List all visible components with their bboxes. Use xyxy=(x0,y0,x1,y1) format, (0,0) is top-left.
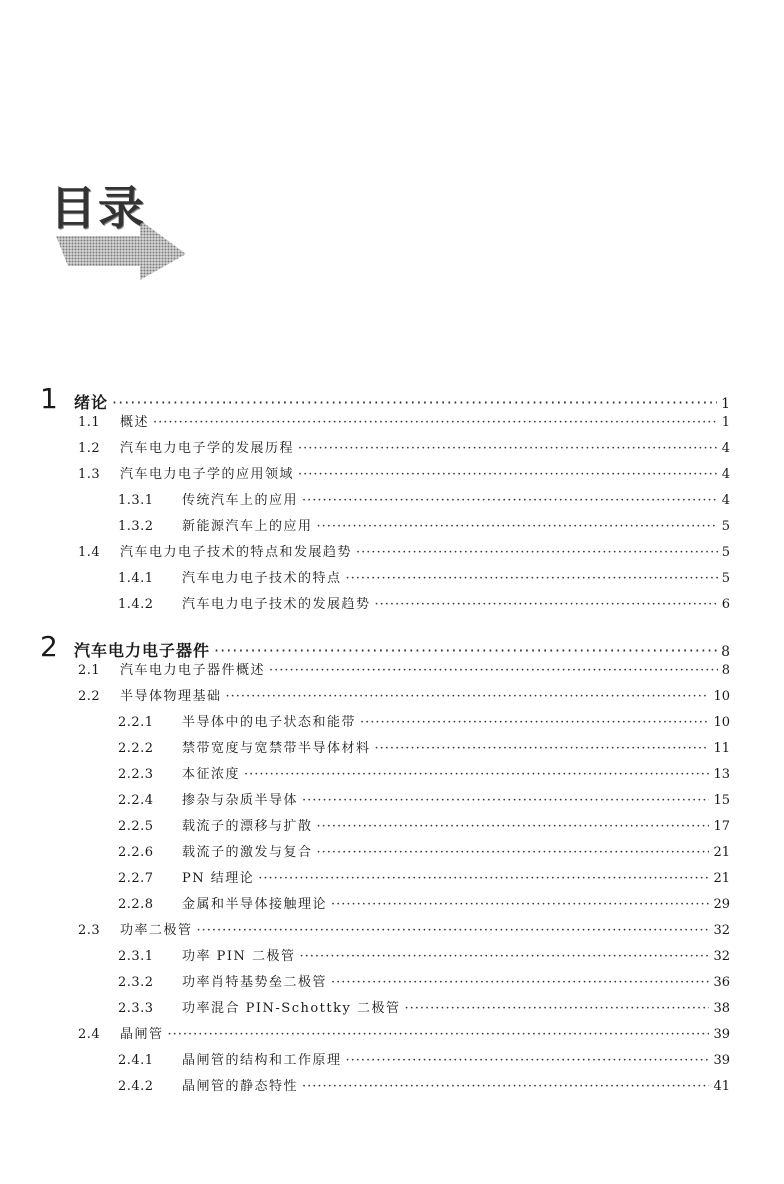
toc-entry-title: 汽车电力电子器件概述 xyxy=(120,663,266,678)
toc-leader-dots xyxy=(168,1027,710,1042)
toc-entry-2-2-8[interactable] xyxy=(118,893,730,912)
toc-entry-number: 2.2.3 xyxy=(118,767,154,782)
toc-entry-number: 1.2 xyxy=(78,441,101,456)
toc-leader-dots xyxy=(356,545,718,560)
toc-entry-number: 2.4 xyxy=(78,1027,101,1042)
toc-entry-1-3-2[interactable] xyxy=(118,515,730,534)
toc-leader-dots xyxy=(302,1079,709,1094)
toc-entry-number: 2.2 xyxy=(78,689,101,704)
toc-entry-number: 1.4.2 xyxy=(118,597,154,612)
toc-entry-number: 2.2.4 xyxy=(118,793,154,808)
page-title: 目录 xyxy=(50,181,146,235)
toc-entry-title: 新能源汽车上的应用 xyxy=(182,519,313,534)
toc-entry-number: 2.3.2 xyxy=(118,975,154,990)
toc-entry-page: 36 xyxy=(713,975,730,990)
toc-leader-dots xyxy=(112,393,717,412)
toc-leader-dots xyxy=(269,663,718,678)
toc-entry-2-3-1[interactable] xyxy=(118,945,730,964)
toc-entry-title: 本征浓度 xyxy=(182,767,241,782)
toc-leader-dots xyxy=(317,519,718,534)
toc-entry-page: 6 xyxy=(721,597,730,612)
toc-leader-dots xyxy=(302,793,709,808)
toc-leader-dots xyxy=(197,923,710,938)
toc-entry-number: 2.2.7 xyxy=(118,871,154,886)
toc-entry-1-2[interactable] xyxy=(78,437,730,456)
toc-entry-title: 概述 xyxy=(120,415,150,430)
toc-entry-2-2-7[interactable] xyxy=(118,867,730,886)
toc-entry-page: 39 xyxy=(713,1027,730,1042)
toc-entry-title: 载流子的漂移与扩散 xyxy=(182,819,313,834)
toc-entry-1-4-2[interactable] xyxy=(118,593,730,612)
toc-entry-page: 1 xyxy=(721,396,730,412)
toc-entry-number: 2.2.1 xyxy=(118,715,154,730)
toc-entry-title: 金属和半导体接触理论 xyxy=(182,897,328,912)
toc-entry-2-4-2[interactable] xyxy=(118,1075,730,1094)
toc-entry-number: 2.3.1 xyxy=(118,949,154,964)
toc-entry-number: 2.2.6 xyxy=(118,845,154,860)
toc-entry-page: 21 xyxy=(713,871,730,886)
toc-entry-page: 1 xyxy=(721,415,730,430)
toc-entry-title: 汽车电力电子器件 xyxy=(74,641,211,660)
toc-entry-page: 32 xyxy=(713,923,730,938)
toc-entry-1-4[interactable] xyxy=(78,541,730,560)
toc-entry-1-3-1[interactable] xyxy=(118,489,730,508)
toc-entry-page: 5 xyxy=(721,571,730,586)
toc-entry-number: 1.1 xyxy=(78,415,101,430)
toc-entry-title: 汽车电力电子技术的发展趋势 xyxy=(182,597,371,612)
toc-leader-dots xyxy=(375,597,718,612)
toc-entry-page: 39 xyxy=(713,1053,730,1068)
toc-entry-2-4-1[interactable] xyxy=(118,1049,730,1068)
toc-entry-2-4[interactable] xyxy=(78,1023,730,1042)
toc-entry-number: 1 xyxy=(40,382,58,415)
toc-entry-1-3[interactable] xyxy=(78,463,730,482)
toc-entry-page: 21 xyxy=(713,845,730,860)
toc-leader-dots xyxy=(214,641,717,660)
toc-entry-number: 2.2.2 xyxy=(118,741,154,756)
toc-leader-dots xyxy=(153,415,718,430)
toc-entry-title: 晶闸管的静态特性 xyxy=(182,1079,299,1094)
toc-entry-title: 功率二极管 xyxy=(120,923,193,938)
toc-entry-number: 1.3.1 xyxy=(118,493,154,508)
toc-entry-page: 4 xyxy=(721,493,730,508)
toc-entry-1-1[interactable] xyxy=(78,411,730,430)
toc-entry-number: 2.3 xyxy=(78,923,101,938)
toc-entry-1-4-1[interactable] xyxy=(118,567,730,586)
toc-entry-title: 功率混合 PIN-Schottky 二极管 xyxy=(182,1001,401,1016)
toc-entry-number: 2.3.3 xyxy=(118,1001,154,1016)
toc-entry-title: 晶闸管 xyxy=(120,1027,164,1042)
toc-leader-dots xyxy=(375,741,710,756)
toc-entry-2-2[interactable] xyxy=(78,685,730,704)
toc-entry-page: 11 xyxy=(713,741,730,756)
toc-entry-title: 汽车电力电子技术的特点 xyxy=(182,571,342,586)
toc-entry-2-2-4[interactable] xyxy=(118,789,730,808)
toc-leader-dots xyxy=(258,871,709,886)
toc-entry-number: 2.4.2 xyxy=(118,1079,154,1094)
toc-leader-dots xyxy=(346,571,718,586)
toc-entry-number: 2.2.5 xyxy=(118,819,154,834)
toc-entry-number: 1.3.2 xyxy=(118,519,154,534)
toc-entry-page: 8 xyxy=(721,663,730,678)
toc-entry-2-2-2[interactable] xyxy=(118,737,730,756)
toc-entry-page: 13 xyxy=(713,767,730,782)
toc-entry-number: 2 xyxy=(40,630,58,663)
toc-leader-dots xyxy=(300,949,710,964)
toc-entry-title: 汽车电力电子技术的特点和发展趋势 xyxy=(120,545,353,560)
toc-leader-dots xyxy=(226,689,710,704)
toc-entry-title: 禁带宽度与宽禁带半导体材料 xyxy=(182,741,371,756)
toc-leader-dots xyxy=(346,1053,710,1068)
toc-entry-title: 汽车电力电子学的发展历程 xyxy=(120,441,295,456)
toc-entry-page: 32 xyxy=(713,949,730,964)
toc-entry-number: 2.1 xyxy=(78,663,101,678)
toc-entry-title: 晶闸管的结构和工作原理 xyxy=(182,1053,342,1068)
toc-entry-page: 10 xyxy=(713,689,730,704)
toc-entry-2-3-2[interactable] xyxy=(118,971,730,990)
toc-entry-title: 掺杂与杂质半导体 xyxy=(182,793,299,808)
toc-entry-page: 41 xyxy=(713,1079,730,1094)
toc-entry-2-3[interactable] xyxy=(78,919,730,938)
toc-leader-dots xyxy=(360,715,709,730)
toc-entry-page: 38 xyxy=(713,1001,730,1016)
toc-entry-page: 8 xyxy=(721,644,730,660)
toc-leader-dots xyxy=(298,441,718,456)
toc-entry-title: 汽车电力电子学的应用领域 xyxy=(120,467,295,482)
toc-entry-title: 功率肖特基势垒二极管 xyxy=(182,975,328,990)
toc-entry-number: 1.4 xyxy=(78,545,101,560)
toc-entry-number: 1.4.1 xyxy=(118,571,154,586)
toc-entry-title: 半导体中的电子状态和能带 xyxy=(182,715,357,730)
toc-leader-dots xyxy=(302,493,718,508)
toc-entry-number: 1.3 xyxy=(78,467,101,482)
toc-entry-2-2-6[interactable] xyxy=(118,841,730,860)
toc-entry-title: 绪论 xyxy=(74,393,109,412)
toc-leader-dots xyxy=(317,845,710,860)
toc-leader-dots xyxy=(317,819,710,834)
toc-entry-page: 29 xyxy=(713,897,730,912)
toc-entry-page: 5 xyxy=(721,545,730,560)
toc-entry-page: 4 xyxy=(721,467,730,482)
toc-entry-title: 半导体物理基础 xyxy=(120,689,222,704)
toc-leader-dots xyxy=(298,467,718,482)
toc-entry-number: 2.2.8 xyxy=(118,897,154,912)
toc-entry-page: 15 xyxy=(713,793,730,808)
toc-entry-title: 功率 PIN 二极管 xyxy=(182,949,296,964)
toc-entry-number: 2.4.1 xyxy=(118,1053,154,1068)
toc-leader-dots xyxy=(244,767,709,782)
toc-leader-dots xyxy=(404,1001,709,1016)
toc-entry-page: 4 xyxy=(721,441,730,456)
toc-entry-title: 载流子的激发与复合 xyxy=(182,845,313,860)
toc-entry-2-1[interactable] xyxy=(78,659,730,678)
toc-entry-page: 17 xyxy=(713,819,730,834)
toc-entry-2-2-5[interactable] xyxy=(118,815,730,834)
toc-leader-dots xyxy=(331,897,709,912)
toc-entry-2-3-3[interactable] xyxy=(118,997,730,1016)
toc-entry-page: 5 xyxy=(721,519,730,534)
toc-entry-2-2-3[interactable] xyxy=(118,763,730,782)
toc-entry-page: 10 xyxy=(713,715,730,730)
toc-entry-title: PN 结理论 xyxy=(182,871,255,886)
toc-entry-title: 传统汽车上的应用 xyxy=(182,493,299,508)
toc-leader-dots xyxy=(331,975,709,990)
toc-entry-2-2-1[interactable] xyxy=(118,711,730,730)
